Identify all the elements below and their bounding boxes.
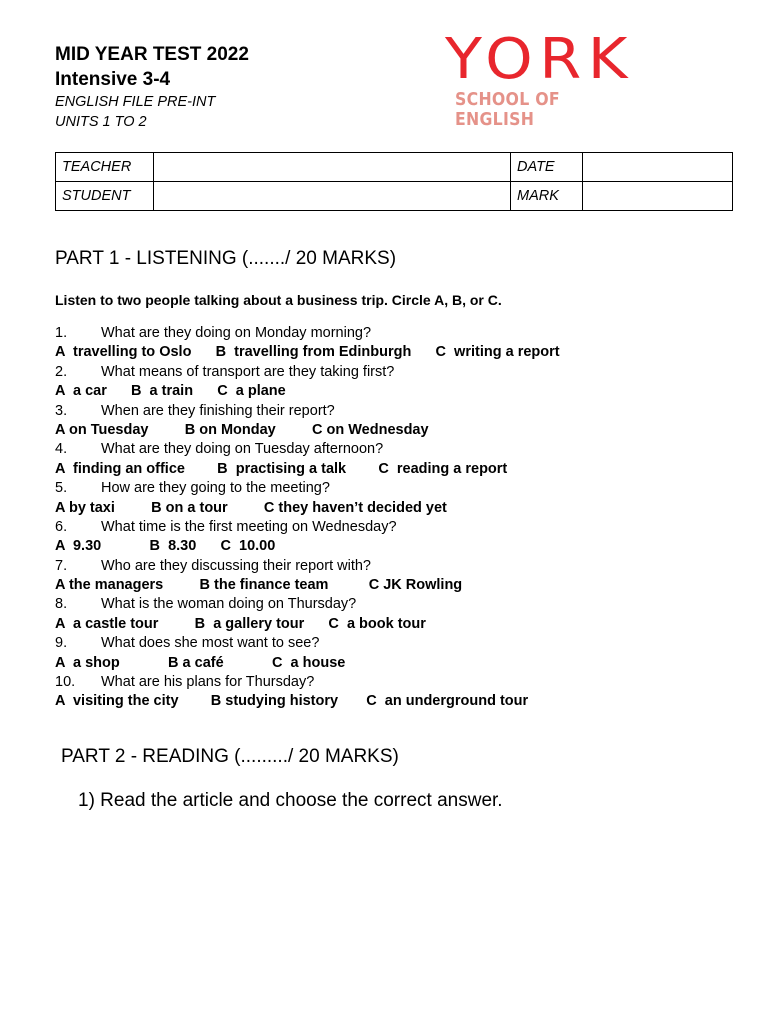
question-text: What are they doing on Tuesday afternoon?	[101, 441, 384, 458]
test-subtitle: Intensive 3-4	[55, 69, 171, 90]
question-number: 3.	[55, 402, 68, 419]
question-text: What time is the first meeting on Wednesday?	[101, 518, 397, 535]
question-item	[55, 673, 755, 712]
question-options[interactable]: A visiting the city B studying history C an underground tour	[55, 693, 529, 710]
test-title: MID YEAR TEST 2022	[55, 44, 249, 65]
part2-heading: PART 2 - READING (........./ 20 MARKS)	[61, 746, 399, 767]
date-label: DATE	[511, 153, 583, 182]
date-field[interactable]	[583, 153, 733, 182]
question-number: 10.	[55, 674, 76, 691]
question-item	[55, 324, 755, 363]
question-number: 7.	[55, 557, 68, 574]
question-list	[55, 324, 755, 712]
part1-instruction: Listen to two people talking about a business trip. Circle A, B, or C.	[55, 292, 502, 308]
question-options[interactable]: A travelling to Oslo B travelling from Edinburgh C writing a report	[55, 344, 560, 361]
teacher-field[interactable]	[154, 153, 511, 182]
school-logo	[445, 27, 665, 130]
question-options[interactable]: A a shop B a café C a house	[55, 654, 346, 671]
question-item	[55, 518, 755, 557]
question-options[interactable]: A finding an office B practising a talk C reading a report	[55, 460, 508, 477]
student-field[interactable]	[154, 182, 511, 211]
question-options[interactable]: A 9.30 B 8.30 C 10.00	[55, 538, 276, 555]
teacher-label: TEACHER	[56, 153, 154, 182]
question-number: 8.	[55, 596, 68, 613]
course-name: ENGLISH FILE PRE-INT	[55, 94, 216, 110]
question-number: 6.	[55, 518, 68, 535]
question-options[interactable]: A a castle tour B a gallery tour C a book tour	[55, 615, 426, 632]
question-number: 1.	[55, 325, 68, 341]
table-row	[56, 182, 733, 211]
units-range: UNITS 1 TO 2	[55, 114, 147, 130]
question-item	[55, 634, 755, 673]
question-text: What means of transport are they taking first?	[101, 363, 395, 380]
question-number: 2.	[55, 363, 68, 380]
mark-label: MARK	[511, 182, 583, 211]
question-options[interactable]: A by taxi B on a tour C they haven’t decided yet	[55, 499, 447, 516]
question-item	[55, 440, 755, 479]
question-text: What are they doing on Monday morning?	[101, 325, 372, 341]
logo-subtitle: SCHOOL OF ENGLISH	[455, 90, 560, 130]
logo-word: YORK	[445, 27, 634, 92]
question-options[interactable]: A a car B a train C a plane	[55, 383, 286, 400]
table-row	[56, 153, 733, 182]
question-item	[55, 595, 755, 634]
question-item	[55, 363, 755, 402]
part1-heading: PART 1 - LISTENING (......./ 20 MARKS)	[55, 248, 397, 269]
question-item	[55, 479, 755, 518]
part2-item: 1) Read the article and choose the correct answer.	[78, 790, 503, 811]
mark-field[interactable]	[583, 182, 733, 211]
student-label: STUDENT	[56, 182, 154, 211]
question-options[interactable]: A on Tuesday B on Monday C on Wednesday	[55, 421, 429, 438]
question-text: How are they going to the meeting?	[101, 480, 330, 497]
question-number: 5.	[55, 480, 68, 497]
question-text: What does she most want to see?	[101, 635, 320, 652]
question-number: 9.	[55, 635, 68, 652]
question-item	[55, 402, 755, 441]
question-options[interactable]: A the managers B the finance team C JK Rowling	[55, 577, 463, 594]
question-item	[55, 557, 755, 596]
question-number: 4.	[55, 441, 68, 458]
question-text: What is the woman doing on Thursday?	[101, 596, 357, 613]
question-text: When are they finishing their report?	[101, 402, 335, 419]
student-info-table	[55, 152, 733, 211]
question-text: Who are they discussing their report with?	[101, 557, 371, 574]
question-text: What are his plans for Thursday?	[101, 674, 315, 691]
